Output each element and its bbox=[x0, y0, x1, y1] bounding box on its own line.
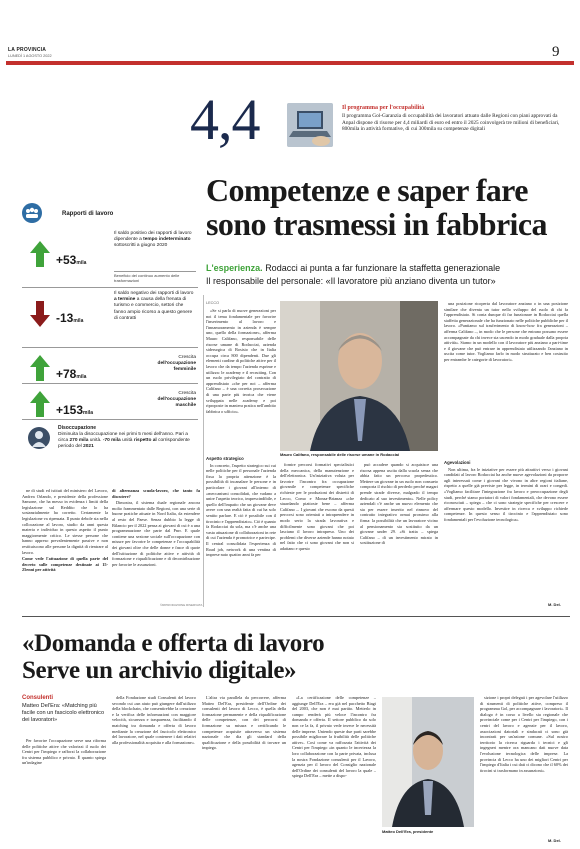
stat-value-2: -13mila bbox=[56, 311, 84, 325]
portrait-icon bbox=[382, 697, 474, 827]
people-icon bbox=[22, 203, 42, 223]
subheadline-line-2: Il responsabile del personale: «Il lavoratore più anziano diventa un tutor» bbox=[206, 276, 496, 286]
article-2-column-2: della Fondazione studi Consulenti del lavoro secondo cui «un aiuto può giungere dall'utilizzo della blockchain, che consentirebbe la creazione e la verifica delle informazioni con maggiore velocità, sicurezza e trasparenza, facilitando il matching tra domanda e offerta di lavoro mediante la creazione del fascicolo elettronico del lavoratore, nel quale contenere i dati relativi alla professionalità acquisita e alla formazione». bbox=[112, 695, 196, 745]
signature-1: M. Del. bbox=[548, 602, 561, 607]
infographic bbox=[22, 203, 198, 483]
article-1-column-1: «Se si parla di nuove generazioni per noi il tema fondamentale per favorire l'inserimento al lavoro e l'innamoramento in azienda è sempre uno, quello della formazione», afferma Mauro Califano, responsabile delle risorse umane di Rodacciai, azienda siderurgica di Bosisio che in Italia occupa circa 800 dipendenti. Due gli elementi cardine di politiche attive per il lavoro che da tempo l'azienda esprime e utilizza: le academy e il recruiting. Con un ruolo privilegiato del contratto di apprendistato «che per noi – afferma Califano – è una corretta prosecuzione di una parte più teorica che viene sviluppata nelle academy e poi ripropostе in maniera pratica nell'ambito fabbrica o ufficio». bbox=[206, 308, 276, 414]
subheadline-line-1: Rodacci ai punta a far funzionare la staffetta generazionale bbox=[265, 263, 501, 273]
arrow-up-icon bbox=[30, 241, 50, 272]
infographic-title: Rapporti di lavoro bbox=[62, 211, 114, 217]
stat-box-text: Il programma Gol-Garanzia di occupabilità dei lavoratori attuato dalle Regioni con piani approvati da Anpal dispone di risorse per 4,4 miliardi di euro ed entro il 2025 coinvolgerà tre milioni di beneficiari, 800mila in attività formative, di cui 300mila su competenze digitali bbox=[342, 113, 560, 133]
subheadline-kicker: L'esperienza. bbox=[206, 263, 263, 273]
headline-1-line-1: Competenze e saper fare bbox=[206, 172, 528, 208]
stat-value-4: +153mila bbox=[56, 403, 94, 417]
portrait-icon bbox=[280, 301, 438, 451]
article-2-column-3: L'altra via parallela da percorrere, afferma Matteo Del'Era, presidente dell'Ordine dei consulenti del lavoro di Lecco, è quella della formazione permanente e della riqualificazione delle competenze, con dei percorsi di formazione su misura e certificando le competenze acquisite attraverso un sistema nazionale che dia gli standard della qualificazione e della possibilità di trovare un impiego. bbox=[202, 695, 286, 751]
article-1-column-3: fornire percorsi formativi specialistici della meccanica, della manutenzione e dell'elettronica. Un'iniziativa voluta per favorire l'incontro fra occupazione giovanile e competenze specifiche richieste per le produzioni dei distretti di Lecco, Como e Monza-Brianza «che stuardando piattoste bene – afferma Califano –. I giovani che escono da questi percorsi sono orientati a intraprendere in modo serio la strada lavorativa e difficilmente sono giovani che poi lasciano il lavoro intrapreso. Uno dei problemi che diverse aziende hanno notato nel fatto che ci sono giovani che non si adattano e questo bbox=[280, 462, 354, 551]
issue-date: LUNEDÌ 1 AGOSTO 2022 bbox=[8, 54, 52, 58]
stat-value-3: +78mila bbox=[56, 367, 87, 381]
headline-2-line-1: «Domanda e offerta di lavoro bbox=[22, 630, 325, 657]
article-2-column-5: sizione i propri delegati i per agevolare l'utilizzo di strumenti di politiche attive, compreso il programma Gol, per accompagnare i lavoratori». Il dialogo è in corso a livello sia regionale che provinciale come per i Centri per l'impiego, con i centri del lavoro e agenzie per il lavoro, associazioni datoriali e sindacati ci sono già incontrati per un'azione comune. «Sul nostro territorio la ricerca riguarda i tecnici e gli ingegneri mentre ora mancano dati nuove data l'evoluzione tecnologica delle imprese. La provincia di Lecco ha uno dei migliori Centri per l'impiego d'Italia i cui dati ci dicono che il 60% dei tirocini si trasformano in assunzioni». bbox=[480, 695, 568, 773]
unemployment-text: Diminuita la disoccupazione nei primi 5 mesi dell'anno. Pari a circa 270 mila unità. -70 mila unità rispetto al corrispondente periodo del 2021 bbox=[58, 432, 190, 450]
left-column-2: di alternanza scuola-lavoro, che tanto fa discutere? Dimostra, il sistema duale regionale ancora molto frammentato dalle Regioni, con una serie di buone pratiche attuate in Nord Italia, da estendere al resto del Paese. Senza dubbio la legge di Bilancio per il 2022 pensa ai giovani di cui è a una programmazione che parte dal Pnrr. E quale contiene una sezione sociale sull'occupazione con misure per favorire le competenze e l'occupabilità dei giovani oltre che delle donne e fasce di quote dell'istituzione di politiche attive e attività di formazione e riqualificazione e di decontribuzione per favorire le assunzioni. bbox=[112, 488, 200, 567]
stat-big-number: 4,4 bbox=[190, 87, 260, 152]
stat-note-1: Beneficio del continuo aumento delle trasformazioni bbox=[114, 273, 180, 283]
califano-photo bbox=[280, 301, 438, 451]
stat-text-4: Crescita dell'occupazione maschile bbox=[157, 391, 196, 409]
stat-text-2: Il saldo negativo dei rapporti di lavoro a termine a causa della frenata di turismo e commercio, settori che fanno ampio ricorso a questo genere di contratti bbox=[114, 291, 194, 321]
dellera-photo bbox=[382, 697, 474, 827]
arrow-up-icon bbox=[30, 391, 50, 422]
page-number: 9 bbox=[552, 44, 560, 60]
article-2-column-1: Per favorire l'occupazione serve una riforma delle politiche attive che valorizzi il ruolo dei Centri per l'impiego e rafforzi la collaborazione fra sistema pubblico e privato. È quanto spiega un'indagine bbox=[22, 738, 106, 766]
section-label: Consulenti bbox=[22, 695, 53, 701]
subheadline-1 bbox=[206, 262, 576, 274]
laptop-icon bbox=[287, 103, 333, 147]
article-2-deck: Matteo Del'Era: «Matching più facile con un fascicolo elettronico dei lavoratori» bbox=[22, 703, 105, 723]
headline-2-line-2: Serve un archivio digitale» bbox=[22, 657, 297, 684]
left-column-1: ne di studi ed istituti del ministero del Lavoro, Andrea Orlando, e presidente della professione Sansone, che ha messo in evidenza i limiti della legislazione sul Reddito che lo ha sostanzialmente ha corretto. Certamente la legislazione va ripensata. Il punto debole sta nella collocazione al lavoro, studio da anni questa materia e individuo in questo aspetto il punto maggiormente critico. Le stesse persone che hanno appreso prevalentemente passive e non restituiscono alle persone la dignità di rientrare al lavoro. Come vede l'attuazione di quella parte del decreto sulle competenze destinate ai 15-25enni per attività bbox=[22, 488, 108, 573]
arrow-up-icon bbox=[30, 355, 50, 386]
person-silhouette-icon bbox=[28, 427, 50, 449]
photo-caption-1: Mauro Califano, responsabile delle risorse umane in Rodacciai bbox=[280, 452, 400, 457]
article-1-column-2: Aspetto strategico In concreto, l'aspetto strategico sui cui nelle politiche per il personale l'azienda fissa la propria attenzione è la possibilità di incanalare le persone e in particolare i giovani all'interno di «meccanismi consolidati, che vadano a unire l'aspetto teorico, imprescindibile, e quello dell'impatto che un giovane deve avere con una realtà fatta di cui ha solo sentito parlare. E ciò è possibile con il tirocinio e l'apprendistato». Ciò è quanto fa Rodacciai da sola, ma c'è anche una vasta attuazione di collaborazioni in rete di cui l'azienda è promotrice e partecipe. Il central consolidata l'esperienza di Road job, network di una ventina di imprese nato quattro anni fa per bbox=[206, 456, 276, 558]
photo-caption-2: Matteo Dell'Era, presidente bbox=[382, 829, 434, 834]
article-1-column-5: una posizione ricoperta dal lavoratore anziano o in una posizione similare che diventa un tutor nello sviluppo del ruolo di chi fa l'apprendistato. Si conta dunque di far funzionare in Rodacciai quella staffetta generazionale che ha funzionato nelle politiche pubbliche per il lavoro. «Puntiamo sul trasferimento di know-how fra generazioni – afferma Califano –, in modo che le persone che entrano possano essere accompagnate da chi invece sta uscendo in modo graduale dalla propria attività». Siamo in un modello con il lavoratore più anziano a part-time e il giovane che può entrare in apprendistato utilizzando l'anziano in uscita come tutor. Vogliamo farlo in modo strutturato e ben costruito per entrambe le categorie di lavoratori». bbox=[444, 301, 568, 362]
stat-value-1: +53mila bbox=[56, 253, 87, 267]
headline-1-line-2: sono trasmessi in fabbrica bbox=[206, 206, 547, 242]
unemployment-title: Disoccupazione bbox=[58, 425, 97, 431]
article-2-column-4: «La certificazione delle competenze – aggiunge Dell'Era – era già nel pacchetto Biagi del 2003, che non è mai partito. Metterlo in campo renderà più veloce l'incontro fra domanda e offerta. Il settore pubblico da solo non ce la fa, il privato vede invece le necessità delle imprese. Uniendo queste due parti sarebbe possibile migliorare la fruibilità delle politiche attive». Così come va rafforzata l'attività dei Centri per l'impiego «in quanto le incertezza la loro collaborazione con la parte privata, inclusa la nostra Fondazione consulenti per il Lavoro, agenzia per il lavoro del Consiglio nazionale dell'Ordine dei consulenti del lavoro la quale – spiega Dell'Era – mette a dispo- bbox=[292, 695, 376, 779]
stat-box bbox=[190, 87, 570, 163]
stat-text-3: Crescita dell'occupazione femminile bbox=[157, 355, 196, 373]
stat-text-1: Il saldo positivo dei rapporti di lavoro dipendente a tempo indeterminato sottoscritti a giugno 2020 bbox=[114, 231, 192, 249]
article-1-column-5b: Agevolazioni Non ultima, fra le iniziative per essere più attrattivi verso i giovani candidati al lavoro Rodacciai ha anche nuove agevolazioni da proporre agli interessati come i giovani che vivono in altre regioni italiane, rispetto a quelle già previste per legge, in termini di orari e congedi. «Vogliamo facilitare l'integrazione fra lavoro e preoccupazione degli studi, perché siamo portatori di valori fondamentali, che devono essere riconosciuti – spiega – che ci sono strategie specifiche per crescere e affermare questo modello. Investire in ricerca e sviluppo richiede competenze. In questo senso il tirocinio e l'apprendistato sono fondamentali per l'evoluzione tecnologica». bbox=[444, 460, 568, 522]
article-1-dateline: LECCO bbox=[206, 301, 220, 305]
article-1-column-4: può accadere quando si acquisisce una risorsa appena uscita dalla scuola senza che abbia fatto un percorso propedeutico. Mettere un giovane in un ruolo non consueto comporta il rischio di perderlo perché magari prende strade diverse, malgrado il tempo dedicato al suo investimento». Nelle policy aziendali c'è anche un nuovo elemento che sta per essere inserito nel rinnovo del contratto integrativo ormai prossimo alla firma: la possibilità che un lavoratore vicino al pensionamento sia sostituito da un giovane under 29. «Si tratta – spiega Califano – di un investimento mirato in sostituzione di bbox=[360, 462, 438, 546]
arrow-down-icon bbox=[30, 301, 50, 332]
newspaper-name: LA PROVINCIA bbox=[8, 47, 47, 53]
stat-box-title: Il programma per l'occupabilità bbox=[342, 105, 425, 111]
copyright-note: ©RIPRODUZIONE RISERVATA bbox=[160, 603, 203, 607]
signature-2: M. Del. bbox=[548, 838, 561, 843]
masthead-red-rule bbox=[6, 61, 574, 65]
laptop-photo bbox=[287, 103, 333, 147]
